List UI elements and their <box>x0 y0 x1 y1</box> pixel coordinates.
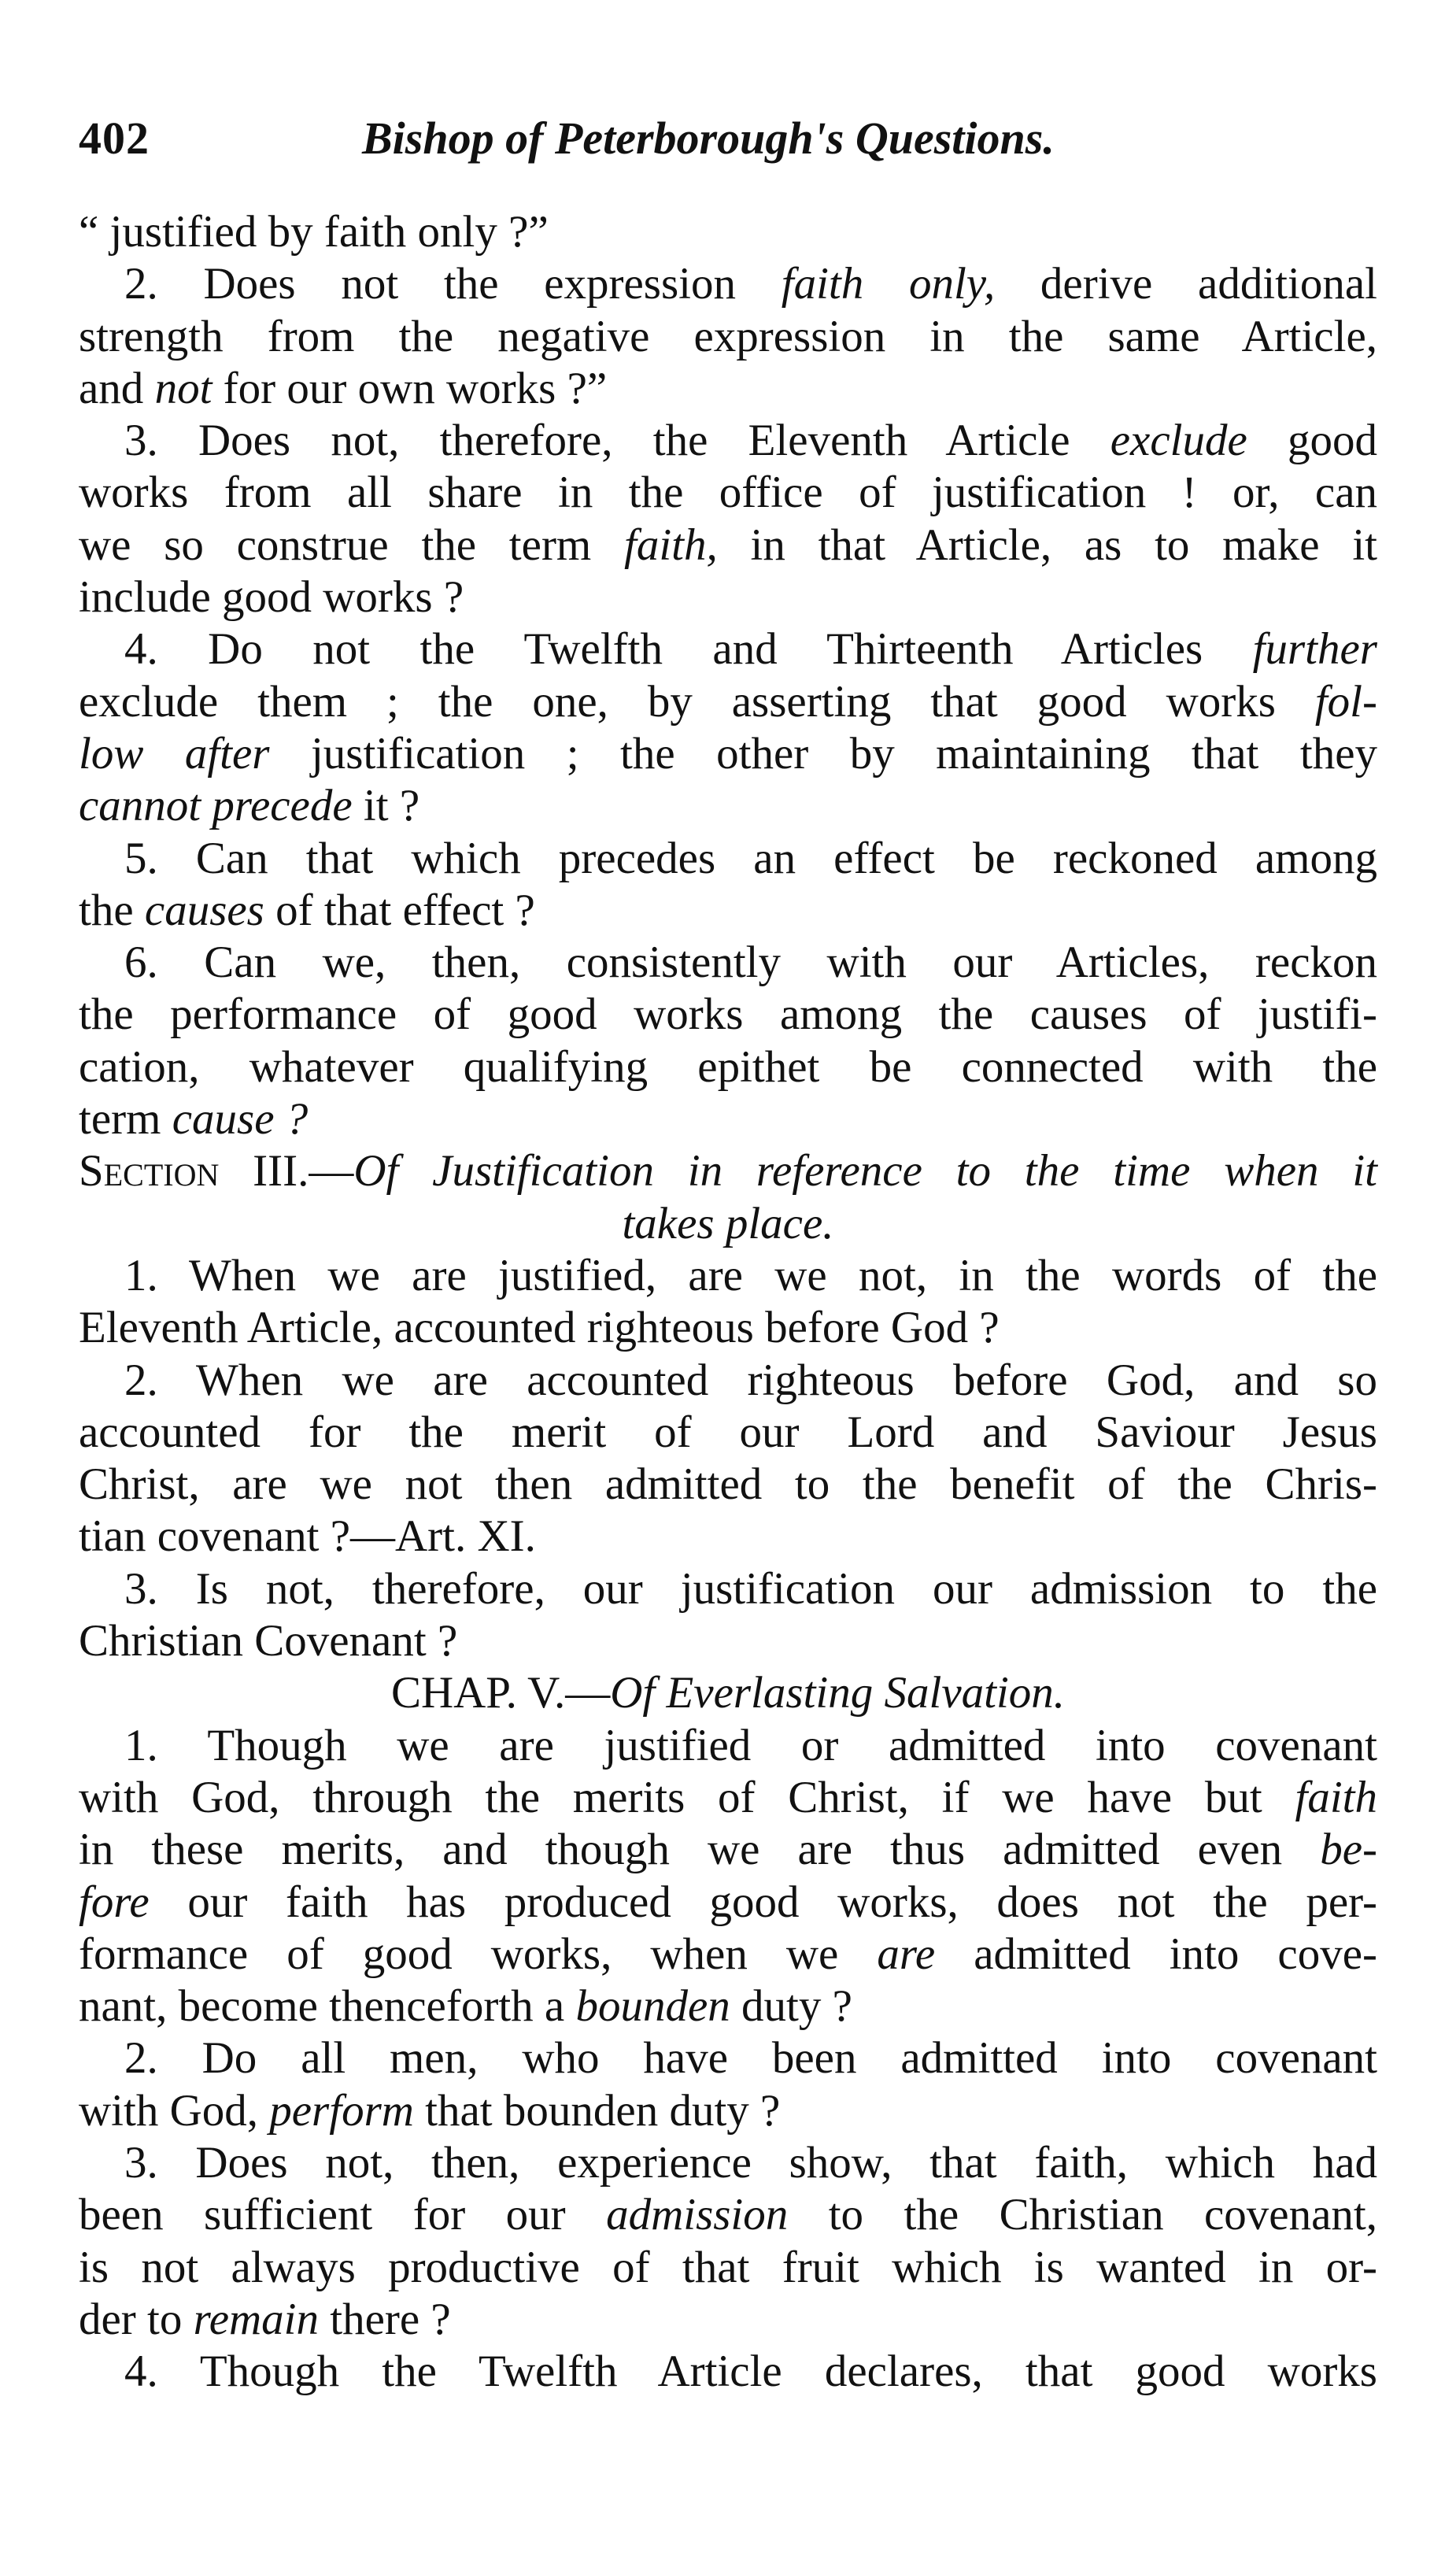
text-line <box>79 206 1377 258</box>
page-header <box>79 101 1354 176</box>
text-span: for our own works ?” <box>212 363 608 413</box>
text-span: 6. Can we, then, consistently with our Articles, reckon <box>124 938 1377 988</box>
text-span: Christ, are we not then admitted to the benefit of the Chris- <box>79 1459 1377 1510</box>
text-span: exclude them ; the one, by asserting that good works <box>79 676 1315 727</box>
italic-span: not <box>154 363 212 413</box>
italic-span: perform <box>269 2085 414 2136</box>
italic-span: exclude <box>1110 416 1247 466</box>
text-line <box>79 467 1377 519</box>
text-span: in that Article, as to make it <box>717 520 1377 570</box>
italic-span: fol- <box>1314 676 1377 727</box>
text-line <box>79 623 1377 675</box>
text-span: in these merits, and though we are thus admitted even <box>79 1825 1321 1875</box>
text-span: term <box>79 1094 172 1145</box>
text-line <box>79 1772 1377 1824</box>
text-span: 3. Is not, therefore, our justification our admission to the <box>124 1563 1377 1614</box>
text-span: 2. Do all men, who have been admitted into covenant <box>124 2033 1377 2084</box>
text-span: the performance of good works among the causes of justifi- <box>79 989 1377 1040</box>
text-line <box>79 258 1377 310</box>
text-span: our faith has produced good works, does not the per- <box>149 1877 1377 1927</box>
text-line <box>79 1615 1377 1667</box>
text-line <box>79 937 1377 989</box>
text-span: Eleventh Article, accounted righteous before God ? <box>79 1303 1000 1353</box>
italic-span: remain <box>193 2294 319 2344</box>
text-span: accounted for the merit of our Lord and Saviour Jesus <box>79 1407 1377 1457</box>
text-span: duty ? <box>730 1981 852 2032</box>
text-span: and <box>79 363 155 413</box>
text-span: tian covenant ?—Art. XI. <box>79 1511 536 1562</box>
italic-span: be- <box>1320 1825 1377 1875</box>
section-heading-continued <box>79 1198 1377 1250</box>
text-line <box>79 1093 1377 1145</box>
text-line <box>79 571 1377 623</box>
text-line <box>79 2294 1377 2346</box>
text-span: formance of good works, when we <box>79 1929 878 1979</box>
text-span: works from all share in the office of justification ! or, can <box>79 468 1377 518</box>
page-number: 402 <box>79 113 150 164</box>
text-span: 2. When we are accounted righteous before God, and so <box>124 1355 1377 1405</box>
italic-span: faith <box>1295 1772 1377 1822</box>
text-span: 2. Does not the expression <box>124 259 782 309</box>
text-span: der to <box>79 2294 194 2344</box>
text-span: good <box>1247 416 1377 466</box>
text-span: 3. Does not, therefore, the Eleventh Article <box>124 416 1110 466</box>
text-line <box>79 1407 1377 1459</box>
text-line <box>79 363 1377 415</box>
text-span: admitted into cove- <box>935 1929 1377 1979</box>
text-span: that bounden duty ? <box>413 2085 781 2136</box>
text-span: CHAP. V.— <box>390 1668 611 1718</box>
text-line <box>79 780 1377 832</box>
text-span: with God, <box>79 2085 270 2136</box>
text-span: include good works ? <box>79 572 464 623</box>
italic-span: faith, <box>624 520 718 570</box>
text-line <box>79 1511 1377 1563</box>
text-line <box>79 885 1377 937</box>
text-line <box>79 1980 1377 2032</box>
text-span: 1. When we are justified, are we not, in the words of the <box>124 1250 1377 1300</box>
text-line <box>79 833 1377 885</box>
text-span: of that effect ? <box>264 885 535 935</box>
small-caps-span: Section III. <box>79 1146 309 1196</box>
text-span: derive additional <box>995 259 1377 309</box>
text-line <box>79 728 1377 780</box>
text-line <box>79 1929 1377 1980</box>
text-span: 4. Do not the Twelfth and Thirteenth Articles <box>124 624 1253 675</box>
italic-span: low after <box>79 728 270 779</box>
text-line <box>79 1459 1377 1511</box>
italic-span: Of Justification in reference to the time when it <box>353 1146 1377 1196</box>
running-title: Bishop of Peterborough's Questions. <box>362 113 1055 164</box>
text-span: is not always productive of that fruit which is wanted in or- <box>79 2242 1377 2292</box>
text-line <box>79 520 1377 571</box>
text-line <box>79 2346 1377 2398</box>
text-span: “ justified by faith only ?” <box>79 207 549 257</box>
text-line <box>79 1041 1377 1093</box>
text-span: been sufficient for our <box>79 2190 607 2240</box>
text-span: nant, become thenceforth a <box>79 1981 576 2032</box>
italic-span: further <box>1252 624 1377 675</box>
text-line <box>79 2085 1377 2137</box>
text-line <box>79 1250 1377 1302</box>
text-span: the <box>79 885 145 935</box>
text-line <box>79 1720 1377 1772</box>
italic-span: causes <box>144 885 264 935</box>
text-span: Christian Covenant ? <box>79 1616 458 1666</box>
text-line <box>79 989 1377 1041</box>
text-line <box>79 2137 1377 2189</box>
italic-span: Of Everlasting Salvation. <box>610 1668 1066 1718</box>
text-span: 5. Can that which precedes an effect be reckoned among <box>124 833 1377 883</box>
text-span: strength from the negative expression in the same Article, <box>79 311 1377 361</box>
text-span: we so construe the term <box>79 520 624 570</box>
text-span: 4. Though the Twelfth Article declares, that good works <box>124 2347 1377 2397</box>
italic-span: cause ? <box>172 1094 309 1145</box>
text-span: justification ; the other by maintaining that they <box>269 728 1377 779</box>
italic-span: admission <box>606 2190 789 2240</box>
text-span: to the Christian covenant, <box>788 2190 1377 2240</box>
body-text <box>79 206 1377 2398</box>
text-line <box>79 2242 1377 2294</box>
text-line <box>79 1302 1377 1354</box>
text-line <box>79 1824 1377 1876</box>
italic-span: takes place. <box>622 1198 834 1248</box>
text-span: — <box>309 1146 354 1196</box>
text-line <box>79 1355 1377 1407</box>
text-line <box>79 2032 1377 2084</box>
text-line <box>79 1563 1377 1615</box>
chapter-heading <box>79 1667 1377 1719</box>
text-line <box>79 676 1377 728</box>
text-span: 3. Does not, then, experience show, that faith, which had <box>124 2137 1377 2188</box>
italic-span: bounden <box>575 1981 730 2032</box>
italic-span: are <box>877 1929 936 1979</box>
text-line <box>79 1877 1377 1929</box>
text-span: there ? <box>319 2294 451 2344</box>
text-span: cation, whatever qualifying epithet be connected with the <box>79 1041 1377 1092</box>
italic-span: faith only, <box>781 259 996 309</box>
text-span: 1. Though we are justified or admitted into covenant <box>124 1720 1377 1770</box>
italic-span: fore <box>79 1877 150 1927</box>
italic-span: cannot precede <box>79 781 353 831</box>
text-line <box>79 415 1377 467</box>
text-line <box>79 311 1377 363</box>
text-line <box>79 2189 1377 2241</box>
text-span: it ? <box>352 781 420 831</box>
text-span: with God, through the merits of Christ, if we have but <box>79 1772 1295 1822</box>
section-heading <box>79 1145 1377 1197</box>
